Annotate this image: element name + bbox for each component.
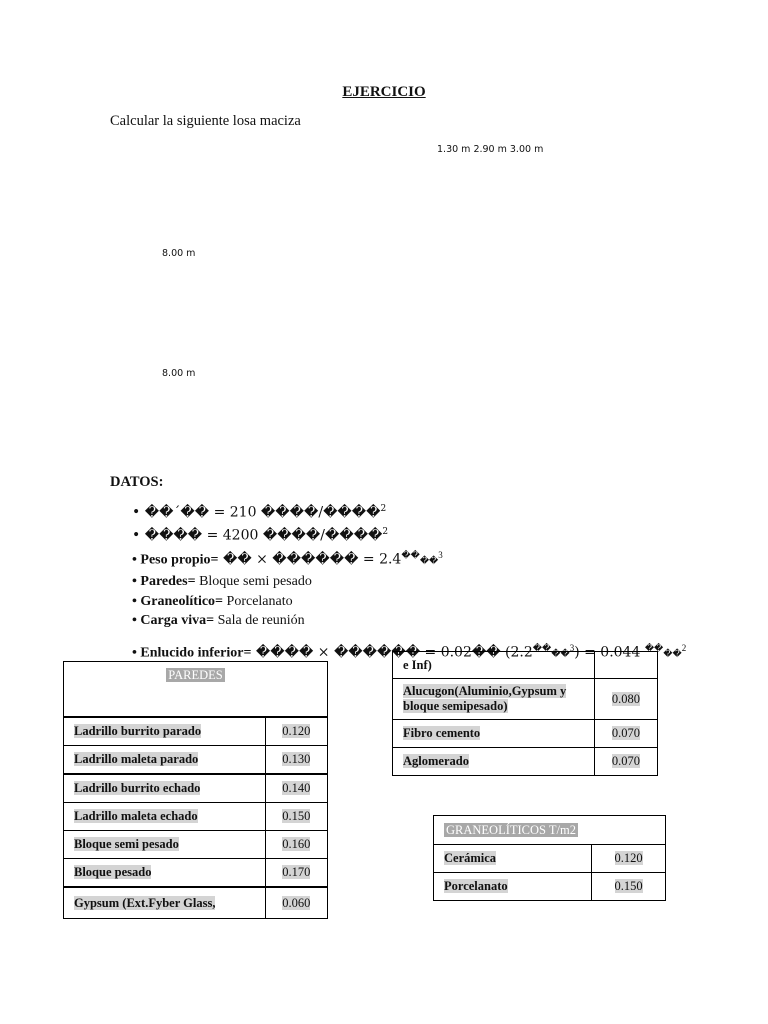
row-value-text: 0.080 [611,691,640,706]
peso-label: • Peso propio= [132,552,219,568]
row-value-text: 0.060 [282,895,311,910]
row-value [265,859,327,888]
row-name-text: Alucugon(Aluminio,Gypsum y bloque semipesado) [403,684,567,713]
left-dimension-2: 8.00 m [162,368,196,379]
row-value-text: 0.160 [282,837,311,851]
table-row [64,774,328,803]
fc-item [132,500,686,523]
graneolitico-value: Porcelanato [223,593,293,609]
row-name-text: Ladrillo burrito parado [74,724,202,738]
paredes-header: PAREDES [168,668,223,682]
row-value [594,748,657,776]
enlucido-result-exponent: 2 [681,642,687,653]
row-value [592,845,666,873]
paredes-label: • Paredes= [132,574,196,590]
row-name [393,720,595,748]
table-row [393,748,658,776]
paredes-header-cell [64,662,328,718]
row-value [594,652,657,679]
enlucido-unit-bottom: �� [551,649,570,660]
row-name-text: Ladrillo maleta parado [74,752,199,766]
table-row [393,652,658,679]
row-name [393,748,595,776]
table-header-row [434,816,666,845]
row-value [265,831,327,859]
enlucido-result: ) = 0.044 [574,644,645,661]
row-name-text: Gypsum (Ext.Fyber Glass, [74,895,216,910]
datos-heading: DATOS: [110,474,164,490]
cielo-raso-table [392,651,658,776]
table-row [64,746,328,775]
table-row [64,887,328,919]
row-name [64,859,266,888]
table-row [64,859,328,888]
enlucido-unit-top: �� [532,643,552,654]
enlucido-result-unit-bottom: �� [663,649,682,660]
table-header-row [64,662,328,718]
peso-formula: �� × ������ = 2.4 [218,551,402,568]
carga-viva-label: • Carga viva= [132,613,215,629]
graneoliticos-table [433,815,666,901]
row-value [265,717,327,746]
fc-formula: • ��´�� = 210 ����/���� [132,504,381,521]
row-name-text: e Inf) [403,657,432,672]
row-name-text: Ladrillo maleta echado [74,809,198,823]
left-dimension-1: 8.00 m [162,248,196,259]
row-value [265,774,327,803]
row-value-text: 0.070 [611,754,640,768]
row-name-text: Aglomerado [403,754,469,768]
row-name-text: Fibro cemento [403,726,481,740]
carga-viva-item [132,611,686,631]
row-name [393,649,595,679]
paredes-table [63,661,328,919]
row-name [434,873,592,901]
peso-item [132,546,686,572]
row-name [64,774,266,803]
row-value-text: 0.120 [614,851,643,865]
row-value-text: 0.150 [282,809,311,823]
enlucido-exponent: 3 [569,642,575,653]
row-name [64,887,266,919]
table-row [434,845,666,873]
peso-exponent: 3 [438,550,443,561]
intro-text: Calcular la siguiente losa maciza [110,113,301,129]
paredes-item [132,572,686,592]
fy-formula: • ���� = 4200 ����/���� [132,527,383,544]
span-dimensions: 1.30 m 2.90 m 3.00 m [437,144,544,155]
table-row [393,679,658,720]
enlucido-formula: ���� × ������ = 0.02�� (2.2 [251,644,533,661]
row-name [434,845,592,873]
table-row [64,803,328,831]
row-value [592,873,666,901]
graneoliticos-header: GRANEOLÍTICOS T/m2 [446,822,576,837]
row-name-text: Bloque pesado [74,865,152,879]
row-value [265,746,327,775]
row-value-text: 0.070 [611,726,640,740]
row-value-text: 0.130 [282,752,311,766]
table-row [64,831,328,859]
row-name [64,831,266,859]
row-name [64,717,266,746]
graneolitico-item [132,592,686,612]
row-value-text: 0.170 [282,865,311,879]
enlucido-result-unit-top: �� [644,643,664,654]
table-row [393,720,658,748]
row-value [594,679,657,720]
row-value [265,803,327,831]
peso-unit-bottom: �� [419,556,439,567]
graneolitico-label: • Graneolítico= [132,593,224,609]
peso-unit-top: �� [401,551,420,562]
paredes-value: Bloque semi pesado [195,574,312,590]
fc-exponent: 2 [380,504,387,514]
row-name [64,746,266,775]
datos-list [132,500,686,665]
row-name-text: Ladrillo burrito echado [74,781,201,795]
row-name [393,679,595,720]
page-title: EJERCICIO [342,84,426,100]
row-value-text: 0.120 [282,724,311,738]
row-value [265,887,327,919]
row-value-text: 0.150 [614,879,643,893]
graneoliticos-header-cell [434,816,666,845]
row-value-text: 0.140 [282,781,311,795]
table-row [434,873,666,901]
carga-viva-value: Sala de reunión [214,613,305,629]
row-name-text: Cerámica [444,851,497,865]
row-name-text: Bloque semi pesado [74,837,179,851]
enlucido-label: • Enlucido inferior= [132,645,252,661]
fy-exponent: 2 [382,527,389,538]
row-name [64,803,266,831]
row-value [594,720,657,748]
row-name-text: Porcelanato [444,879,508,893]
table-row [64,717,328,746]
fy-item [132,523,686,546]
